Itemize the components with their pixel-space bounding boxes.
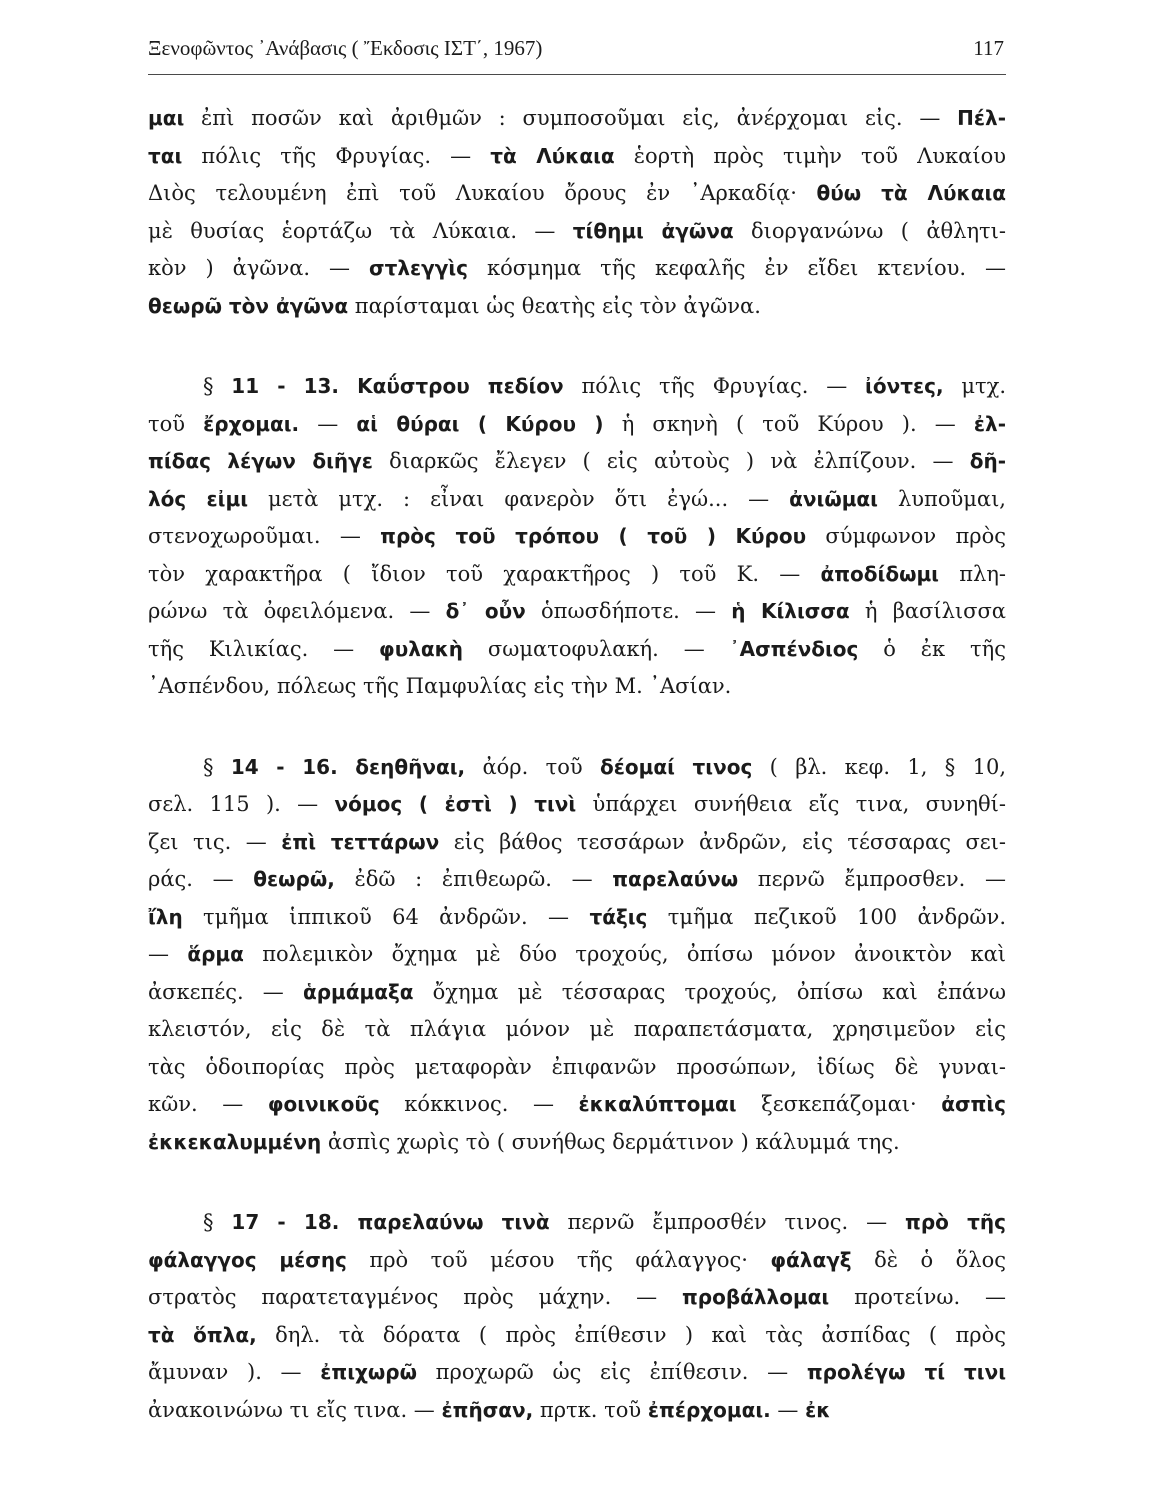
text-run: διοργανώνω ( ἀθλητι- xyxy=(733,218,1006,243)
text-run: ἑορτὴ πρὸς τιμὴν τοῦ Λυκαίου xyxy=(614,143,1006,168)
bold-term: θεωρῶ, xyxy=(253,867,335,891)
bold-term: ἁρμάμαξα xyxy=(302,979,414,1004)
text-run: κῶν. — xyxy=(148,1092,268,1116)
bold-term: ἐκκεκαλυμμένη xyxy=(148,1129,322,1154)
text-run: κόσμημα τῆς κεφαλῆς ἐν εἴδει κτενίου. — xyxy=(468,256,1006,280)
text-run: προχωρῶ ὡς εἰς ἐπίθεσιν. — xyxy=(416,1360,807,1384)
text-line xyxy=(148,213,1006,251)
bold-term: Πέλ- xyxy=(957,106,1006,130)
text-run: μὲ θυσίας ἑορτάζω τὰ Λύκαια. — xyxy=(148,218,573,243)
text-line xyxy=(148,1124,1006,1162)
text-run: σωματοφυλακή. — xyxy=(463,636,730,661)
text-line xyxy=(148,1049,1006,1087)
text-run: ὑπάρχει συνήθεια εἴς τινα, συνηθί- xyxy=(576,792,1006,816)
text-run: ἀνακοινώνω τι εἴς τινα. — xyxy=(148,1397,442,1422)
bold-term: τὰ Λύκαια xyxy=(490,143,615,168)
text-run: ᾿Ασπένδου, πόλεως τῆς Παμφυλίας εἰς τὴν Μ. ᾿Ασίαν. xyxy=(148,674,732,698)
text-run: κλειστόν, εἰς δὲ τὰ πλάγια μόνον μὲ παραπετάσματα, χρησιμεῦον εἰς xyxy=(148,1017,1006,1041)
text-run: § xyxy=(203,1210,232,1234)
running-title: Ξενοφῶντος ᾿Ανάβασις ( Ἔκδοσις ΙΣΤ΄, 1967) xyxy=(148,36,543,60)
bold-term: πρὸς τοῦ τρόπου ( τοῦ ) Κύρου xyxy=(380,524,807,548)
text-run: παρίσταμαι ὡς θεατὴς εἰς τὸν ἀγῶνα. xyxy=(348,293,761,318)
text-run: πόλις τῆς Φρυγίας. — xyxy=(182,143,491,168)
bold-term: φάλαγξ xyxy=(770,1247,852,1272)
text-line xyxy=(148,861,1006,899)
text-run: δὲ ὁ ὅλος xyxy=(851,1247,1006,1272)
text-run: § xyxy=(203,374,232,398)
bold-term: ἀνιῶμαι xyxy=(789,486,878,511)
bold-term: ἔρχομαι. xyxy=(203,411,300,436)
paragraph-gap xyxy=(148,1161,1006,1204)
bold-term: δέομαί τινος xyxy=(600,754,753,779)
bold-term: ἅρμα xyxy=(187,942,244,966)
paragraph xyxy=(148,368,1006,706)
bold-term: ἐπῆσαν, xyxy=(441,1397,534,1422)
text-line xyxy=(148,936,1006,974)
text-run: ἀσπὶς χωρὶς τὸ ( συνήθως δερμάτινον ) κάλυμμά της. xyxy=(321,1129,900,1154)
text-run: Διὸς τελουμένη ἐπὶ τοῦ Λυκαίου ὄρους ἐν ᾿Αρκαδίᾳ· xyxy=(148,181,817,205)
text-run: ἄμυναν ). — xyxy=(148,1360,321,1384)
bold-term: πρὸ τῆς xyxy=(905,1210,1006,1234)
bold-term: προλέγω τί τινι xyxy=(806,1360,1006,1384)
text-run: — xyxy=(770,1397,806,1422)
bold-term: πίδας λέγων διῆγε xyxy=(148,449,373,473)
bold-term: ἡ Κίλισσα xyxy=(731,599,850,623)
page-number: 117 xyxy=(973,36,1004,60)
text-run: ( βλ. κεφ. 1, § 10, xyxy=(752,754,1006,779)
text-run: ὁ ἐκ τῆς xyxy=(858,636,1006,661)
text-run: κὸν ) ἀγῶνα. — xyxy=(148,256,370,280)
page-body xyxy=(148,100,1006,1429)
bold-term: ἐπιχωρῶ xyxy=(320,1360,417,1384)
text-run: μτχ. xyxy=(943,374,1006,398)
text-line xyxy=(148,899,1006,937)
bold-term: νόμος ( ἐστὶ ) τινὶ xyxy=(334,792,577,816)
text-line xyxy=(148,749,1006,787)
text-run: πολεμικὸν ὄχημα μὲ δύο τροχούς, ὀπίσω μόνον ἀνοικτὸν καὶ xyxy=(243,942,1006,966)
bold-term: φάλαγγος μέσης xyxy=(148,1247,347,1272)
paragraph xyxy=(148,749,1006,1162)
bold-term: 11 - 13. Καΰστρου πεδίον xyxy=(231,374,564,398)
text-run: διαρκῶς ἔλεγεν ( εἰς αὐτοὺς ) νὰ ἐλπίζουν. — xyxy=(372,449,970,473)
bold-term: θεωρῶ τὸν ἀγῶνα xyxy=(148,293,349,318)
text-line xyxy=(148,1354,1006,1392)
text-line xyxy=(148,288,1006,326)
text-line xyxy=(148,1204,1006,1242)
text-run: τμῆμα πεζικοῦ 100 ἀνδρῶν. xyxy=(647,904,1006,929)
bold-term: θύω τὰ Λύκαια xyxy=(816,181,1006,205)
text-run: πόλις τῆς Φρυγίας. — xyxy=(563,374,866,398)
bold-term: 17 - 18. παρελαύνω τινὰ xyxy=(231,1210,550,1234)
text-run: μετὰ μτχ. : εἶναι φανερὸν ὅτι ἐγώ... — xyxy=(247,486,790,511)
bold-term: φυλακὴ xyxy=(379,636,464,661)
bold-term: ται xyxy=(148,143,183,168)
text-run: ἀσκεπές. — xyxy=(148,979,303,1004)
bold-term: προβάλλομαι xyxy=(681,1285,830,1309)
text-run: ἀόρ. τοῦ xyxy=(465,754,601,779)
text-run: κόκκινος. — xyxy=(379,1092,579,1116)
bold-term: δ᾿ οὖν xyxy=(445,599,526,623)
text-line xyxy=(148,368,1006,406)
bold-term: τὰ ὅπλα, xyxy=(148,1322,257,1347)
text-run: στενοχωροῦμαι. — xyxy=(148,524,381,548)
text-line xyxy=(148,1392,1006,1430)
text-run: ζει τις. — xyxy=(148,829,282,854)
text-line xyxy=(148,100,1006,138)
text-run: ράς. — xyxy=(148,867,254,891)
bold-term: ἀποδίδωμι xyxy=(820,561,939,586)
text-run: λυποῦμαι, xyxy=(877,486,1006,511)
bold-term: μαι xyxy=(148,106,185,130)
text-run: στρατὸς παρατεταγμένος πρὸς μάχην. — xyxy=(148,1285,682,1309)
text-line xyxy=(148,481,1006,519)
text-line xyxy=(148,250,1006,288)
text-run: § xyxy=(203,754,231,779)
text-run: — xyxy=(148,942,188,966)
bold-term: ἐπὶ τεττάρων xyxy=(281,829,440,854)
text-run: τὸν χαρακτῆρα ( ἴδιον τοῦ χαρακτῆρος ) τοῦ Κ. — xyxy=(148,561,821,586)
text-run: πλη- xyxy=(938,561,1006,586)
text-line xyxy=(148,443,1006,481)
bold-term: τάξις xyxy=(589,904,648,929)
bold-term: ἐκκαλύπτομαι xyxy=(578,1092,737,1116)
text-line xyxy=(148,1242,1006,1280)
text-run: ἡ σκηνὴ ( τοῦ Κύρου ). — xyxy=(603,411,974,436)
text-run: εἰς βάθος τεσσάρων ἀνδρῶν, εἰς τέσσαρας σει- xyxy=(439,829,1006,854)
bold-term: λός εἰμι xyxy=(148,486,248,511)
text-line xyxy=(148,1086,1006,1124)
text-line xyxy=(148,1011,1006,1049)
text-run: τῆς Κιλικίας. — xyxy=(148,636,380,661)
text-line xyxy=(148,138,1006,176)
text-run: ὁπωσδήποτε. — xyxy=(525,599,732,623)
text-line xyxy=(148,175,1006,213)
text-run: τμῆμα ἱππικοῦ 64 ἀνδρῶν. — xyxy=(182,904,590,929)
text-line xyxy=(148,631,1006,669)
text-run: ἐδῶ : ἐπιθεωρῶ. — xyxy=(334,867,613,891)
bold-term: φοινικοῦς xyxy=(267,1092,380,1116)
text-run: — xyxy=(299,411,357,436)
text-run: σελ. 115 ). — xyxy=(148,792,335,816)
text-run: περνῶ ἔμπροσθέν τινος. — xyxy=(549,1210,906,1234)
text-line xyxy=(148,556,1006,594)
text-line xyxy=(148,668,1006,706)
text-line xyxy=(148,1279,1006,1317)
text-run: πρὸ τοῦ μέσου τῆς φάλαγγος· xyxy=(346,1247,771,1272)
bold-term: τίθημι ἀγῶνα xyxy=(572,218,734,243)
bold-term: ᾿Ασπένδιος xyxy=(729,636,859,661)
bold-term: αἱ θύραι ( Κύρου ) xyxy=(356,411,604,436)
bold-term: ἐκ xyxy=(805,1397,831,1422)
paragraph-gap xyxy=(148,706,1006,749)
bold-term: 14 - 16. δεηθῆναι, xyxy=(230,754,466,779)
bold-term: δῆ- xyxy=(969,449,1006,473)
text-run: προτείνω. — xyxy=(829,1285,1006,1309)
text-line xyxy=(148,518,1006,556)
text-run: ἐπὶ ποσῶν καὶ ἀριθμῶν : συμποσοῦμαι εἰς, ἀνέρχομαι εἰς. — xyxy=(184,106,958,130)
text-run: ἡ βασίλισσα xyxy=(849,599,1006,623)
text-run: ξεσκεπάζομαι· xyxy=(736,1092,942,1116)
running-header xyxy=(148,34,1006,75)
paragraph-gap xyxy=(148,325,1006,368)
bold-term: ἀσπὶς xyxy=(941,1092,1006,1116)
text-run: περνῶ ἔμπροσθεν. — xyxy=(738,867,1006,891)
text-line xyxy=(148,593,1006,631)
text-line xyxy=(148,406,1006,444)
text-run: σύμφωνον πρὸς xyxy=(806,524,1006,548)
text-run: τὰς ὁδοιπορίας πρὸς μεταφορὰν ἐπιφανῶν προσώπων, ἰδίως δὲ γυναι- xyxy=(148,1054,1006,1079)
text-run: δηλ. τὰ δόρατα ( πρὸς ἐπίθεσιν ) καὶ τὰς ἀσπίδας ( πρὸς xyxy=(256,1322,1006,1347)
bold-term: στλεγγὶς xyxy=(369,256,469,280)
bold-term: ἴλη xyxy=(148,904,183,929)
text-run: πρτκ. τοῦ xyxy=(533,1397,648,1422)
text-line xyxy=(148,786,1006,824)
text-run: ὄχημα μὲ τέσσαρας τροχούς, ὀπίσω καὶ ἐπάνω xyxy=(413,979,1006,1004)
text-line xyxy=(148,824,1006,862)
bold-term: ἐπέρχομαι. xyxy=(647,1397,771,1422)
text-run: τοῦ xyxy=(148,411,204,436)
bold-term: παρελαύνω xyxy=(612,867,739,891)
bold-term: ἰόντες, xyxy=(865,374,944,398)
paragraph xyxy=(148,1204,1006,1429)
bold-term: ἐλ- xyxy=(973,411,1006,436)
paragraph xyxy=(148,100,1006,325)
text-line xyxy=(148,1317,1006,1355)
text-run: ρώνω τὰ ὀφειλόμενα. — xyxy=(148,599,446,623)
text-line xyxy=(148,974,1006,1012)
